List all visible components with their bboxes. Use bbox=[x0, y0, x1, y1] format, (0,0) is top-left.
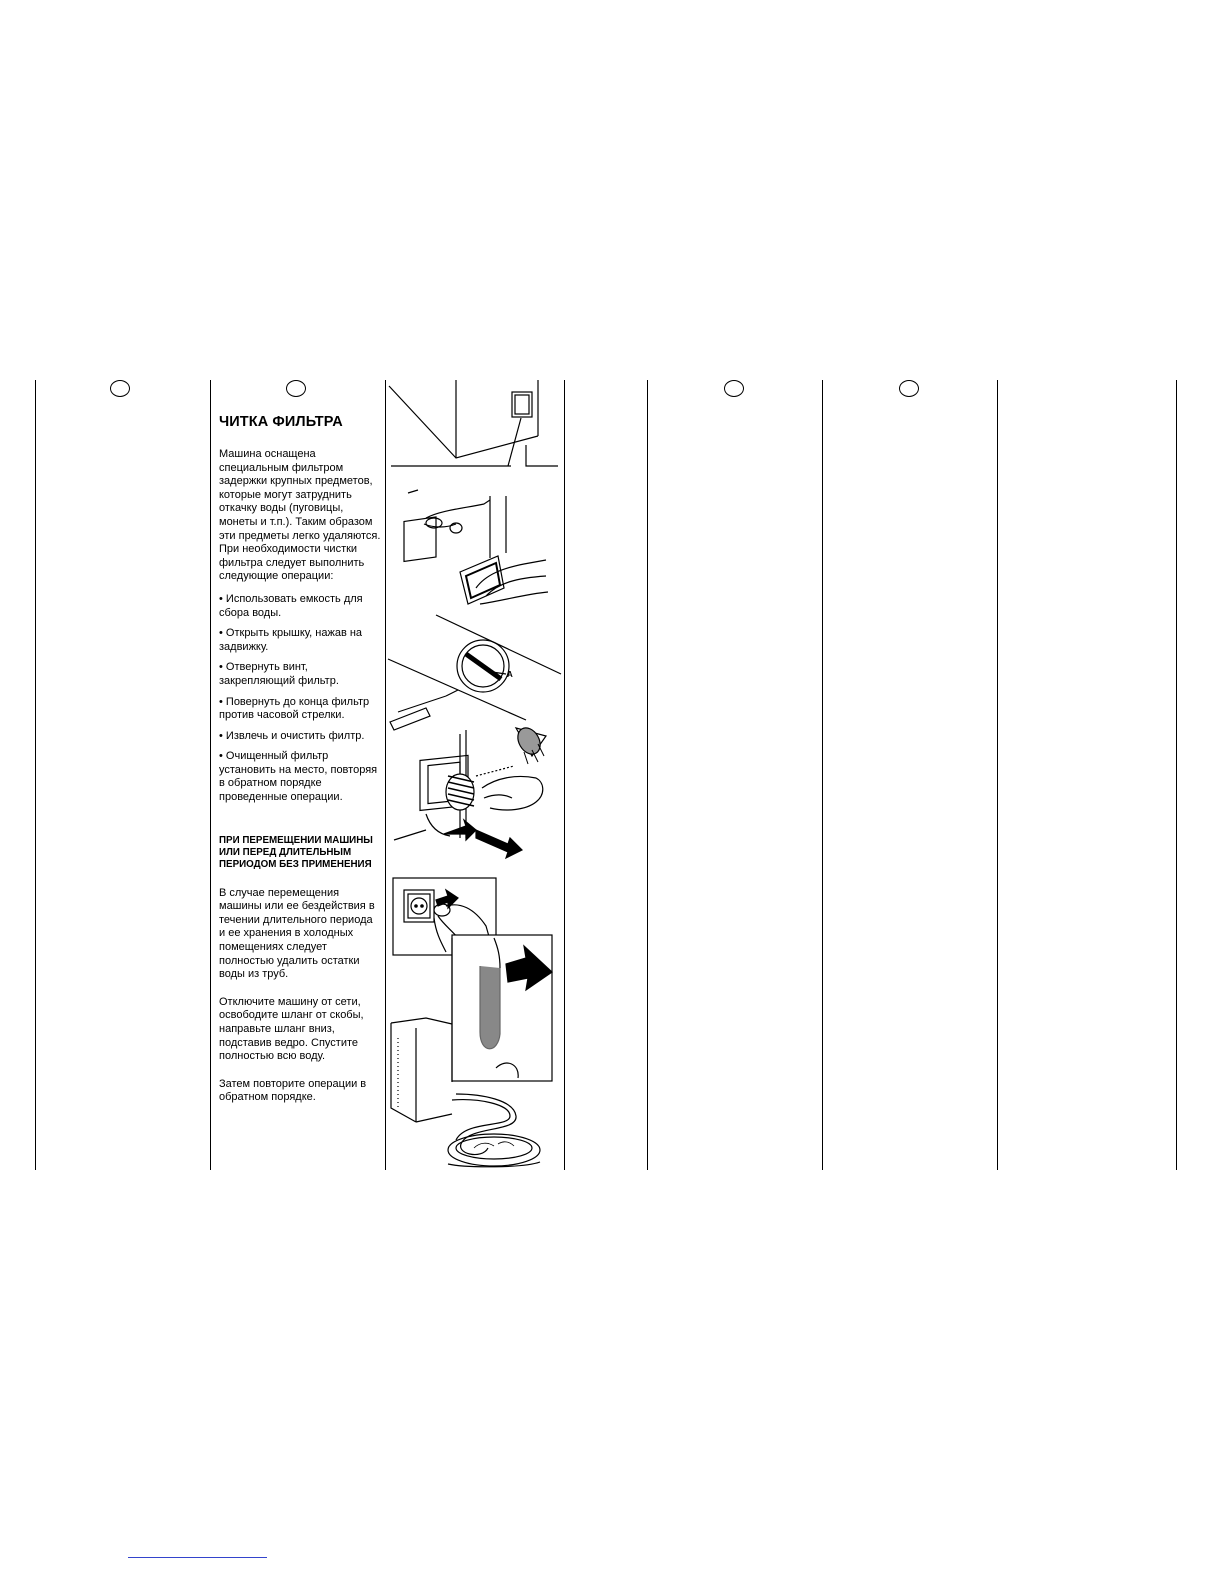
column-divider bbox=[564, 380, 565, 1170]
language-marker bbox=[899, 380, 919, 397]
step-item: • Использовать емкость для сбора воды. bbox=[219, 592, 363, 619]
filter-illustration bbox=[386, 378, 564, 1170]
column-divider bbox=[210, 380, 211, 1170]
step-item: • Повернуть до конца фильтр против часовой стрелки. bbox=[219, 695, 370, 722]
remove-filter-figure bbox=[394, 730, 543, 858]
step-item: • Извлечь и очистить филтр. bbox=[219, 729, 365, 742]
language-marker bbox=[724, 380, 744, 397]
footer-link-underline bbox=[128, 1557, 267, 1558]
section2-paragraph: Затем повторите операции в обратном порядке. bbox=[219, 1077, 367, 1104]
section2-paragraph: Отключите машину от сети, освободите шланг от скобы, направьте шланг вниз, подставив ведро. Спустите полностью всю воду. bbox=[219, 995, 364, 1063]
section2-paragraph: В случае перемещения машины или ее бездействия в течении длительного периода и ее хранения в холодных помещениях следует полностью удалить остатки воды из труб. bbox=[219, 886, 375, 981]
marker-label: A bbox=[507, 670, 513, 679]
column-divider bbox=[997, 380, 998, 1170]
intro-paragraph: Машина оснащена специальным фильтром задержки крупных предметов, которые могут затруднить откачку воды (пуговицы, монеты и т.п.). Таким образом эти предметы легко удаляются. При необходимости чистки фильтра следует выполнить следующие операции: bbox=[219, 448, 381, 583]
step-item: • Открыть крышку, нажав на задвижку. bbox=[219, 627, 363, 653]
step-item: • Отвернуть винт, закрепляющий фильтр. bbox=[219, 661, 339, 687]
language-marker bbox=[110, 380, 130, 397]
hose-figure bbox=[452, 935, 552, 1082]
step-item: • Очищенный фильтр установить на место, повторяя в обратном порядке проведенные операции. bbox=[219, 750, 378, 804]
instructions-column bbox=[219, 414, 385, 1119]
filter-cap-figure bbox=[388, 615, 561, 764]
column-divider bbox=[35, 380, 36, 1170]
language-marker bbox=[286, 380, 306, 397]
open-panel-figure bbox=[404, 490, 548, 604]
column-divider bbox=[647, 380, 648, 1170]
machine-corner-figure bbox=[389, 380, 558, 466]
section-heading: ЧИТКА ФИЛЬТРА bbox=[219, 414, 343, 430]
column-divider bbox=[1176, 380, 1177, 1170]
column-divider bbox=[822, 380, 823, 1170]
section2-heading: ПРИ ПЕРЕМЕЩЕНИИ МАШИНЫ ИЛИ ПЕРЕД ДЛИТЕЛЬНЫМ ПЕРИОДОМ БЕЗ ПРИМЕНЕНИЯ bbox=[219, 834, 373, 870]
